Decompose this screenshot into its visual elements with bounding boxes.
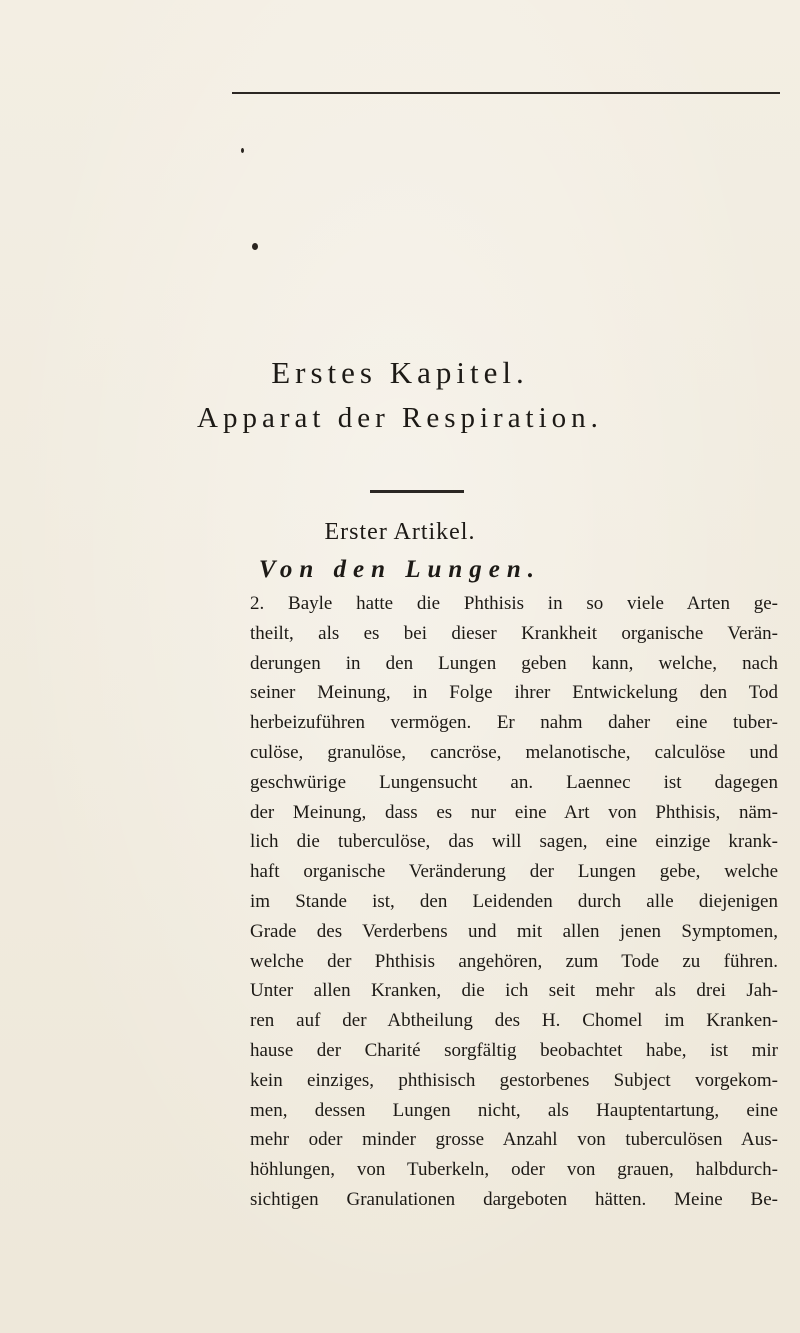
text-line: men, dessen Lungen nicht, als Hauptentartung, eine	[250, 1099, 778, 1121]
ink-speck	[252, 243, 258, 250]
text-line: der Meinung, dass es nur eine Art von Phthisis, näm-	[250, 801, 778, 823]
text-line: seiner Meinung, in Folge ihrer Entwickelung den Tod	[250, 682, 778, 704]
body-paragraph	[250, 589, 778, 1215]
section-divider	[370, 490, 464, 493]
text-line: herbeizuführen vermögen. Er nahm daher eine tuber-	[250, 712, 778, 734]
text-line: hause der Charité sorgfältig beobachtet habe, ist mir	[250, 1039, 778, 1061]
text-line: ren auf der Abtheilung des H. Chomel im Kranken-	[250, 1010, 778, 1032]
chapter-subtitle: Apparat der Respiration.	[197, 402, 603, 434]
text-line: kein einziges, phthisisch gestorbenes Subject vorgekom-	[250, 1069, 778, 1091]
article-title: Erster Artikel.	[324, 519, 476, 545]
text-line: 2. Bayle hatte die Phthisis in so viele Arten ge-	[250, 593, 778, 614]
text-line: sichtigen Granulationen dargeboten hätten. Meine Be-	[250, 1188, 778, 1210]
text-line: Grade des Verderbens und mit allen jenen Symptomen,	[250, 920, 778, 942]
text-line: geschwürige Lungensucht an. Laennec ist dagegen	[250, 771, 778, 793]
text-line: welche der Phthisis angehören, zum Tode zu führen.	[250, 950, 778, 972]
text-line: haft organische Veränderung der Lungen gebe, welche	[250, 861, 778, 883]
ink-speck	[241, 148, 244, 153]
chapter-title: Erstes Kapitel.	[271, 355, 529, 390]
article-subtitle: Von den Lungen.	[258, 556, 542, 583]
text-line: derungen in den Lungen geben kann, welche, nach	[250, 652, 778, 674]
text-line: lich die tuberculöse, das will sagen, eine einzige krank-	[250, 831, 778, 853]
text-line: höhlungen, von Tuberkeln, oder von grauen, halbdurch-	[250, 1159, 778, 1181]
text-line: Unter allen Kranken, die ich seit mehr als drei Jah-	[250, 980, 778, 1002]
text-line: culöse, granulöse, cancröse, melanotische, calculöse und	[250, 741, 778, 763]
text-line: mehr oder minder grosse Anzahl von tuberculösen Aus-	[250, 1129, 778, 1151]
text-line: theilt, als es bei dieser Krankheit organische Verän-	[250, 622, 778, 644]
text-line: im Stande ist, den Leidenden durch alle diejenigen	[250, 890, 778, 912]
top-rule	[232, 92, 780, 94]
